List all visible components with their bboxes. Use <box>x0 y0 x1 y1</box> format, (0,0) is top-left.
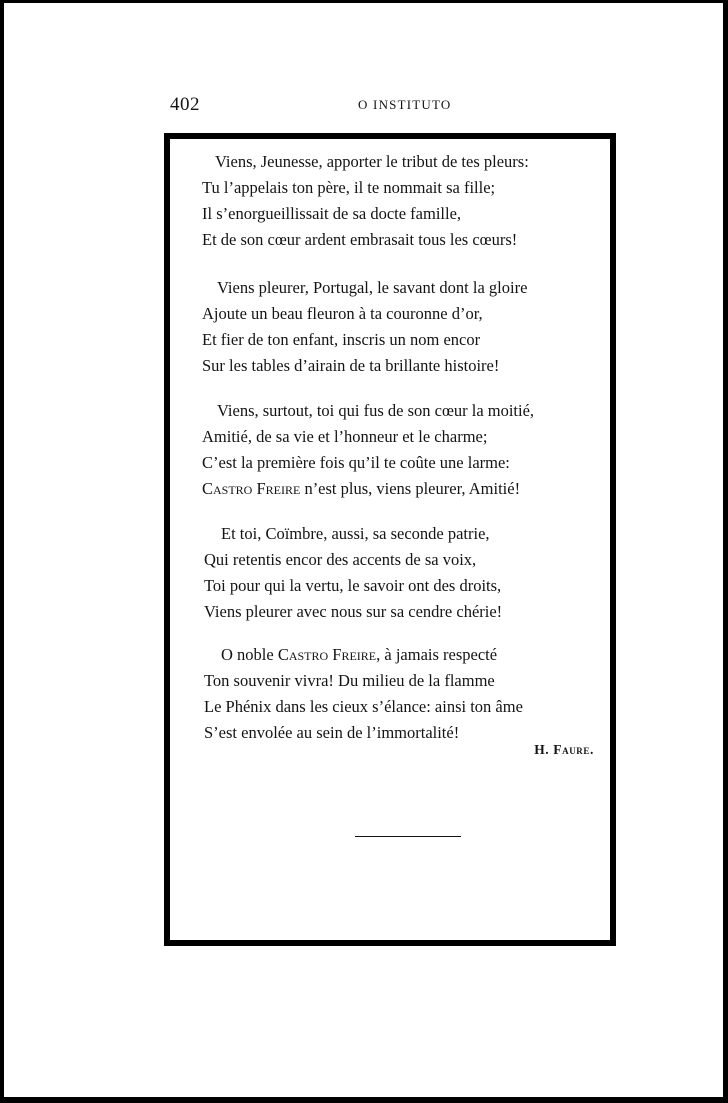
verse-line: Toi pour qui la vertu, le savoir ont des droits, <box>204 576 502 595</box>
verse-text: , à jamais respecté <box>376 645 498 664</box>
verse-line <box>221 645 497 665</box>
verse-line: C’est la première fois qu’il te coûte une larme: <box>202 453 510 472</box>
verse-line: Viens, surtout, toi qui fus de son cœur la moitié, <box>217 401 535 420</box>
running-head: O INSTITUTO <box>358 97 452 112</box>
verse-line: Le Phénix dans les cieux s’élance: ainsi ton âme <box>204 697 523 716</box>
author-signature <box>534 742 594 758</box>
verse-line: Viens pleurer avec nous sur sa cendre chérie! <box>204 602 503 621</box>
person-name: Castro Freire <box>202 479 301 498</box>
verse-line: Ajoute un beau fleuron à ta couronne d’or, <box>202 304 483 323</box>
verse-line: Et de son cœur ardent embrasait tous les cœurs! <box>202 230 518 249</box>
closing-rule <box>355 836 461 837</box>
verse-line: Et fier de ton enfant, inscris un nom encor <box>202 330 481 349</box>
verse-line: Et toi, Coïmbre, aussi, sa seconde patrie, <box>221 524 490 543</box>
verse-line: Viens pleurer, Portugal, le savant dont la gloire <box>217 278 528 297</box>
verse-line: Ton souvenir vivra! Du milieu de la flamme <box>204 671 495 690</box>
person-name: Castro Freire <box>277 645 377 664</box>
signature-initial: H. <box>534 742 554 757</box>
verse-line: Sur les tables d’airain de ta brillante histoire! <box>202 356 500 375</box>
verse-text: n’est plus, viens pleurer, Amitié! <box>300 479 521 498</box>
page-number: 402 <box>170 94 200 115</box>
verse-line: S’est envolée au sein de l’immortalité! <box>204 723 460 742</box>
verse-line <box>202 479 520 499</box>
verse-text: O noble <box>221 645 278 664</box>
verse-line: Amitié, de sa vie et l’honneur et le charme; <box>202 427 488 446</box>
verse-line: Il s’enorgueillissait de sa docte famille, <box>202 204 462 223</box>
verse-line: Qui retentis encor des accents de sa voix, <box>204 550 477 569</box>
signature-surname: Faure. <box>553 742 594 757</box>
verse-line: Tu l’appelais ton père, il te nommait sa fille; <box>202 178 496 197</box>
mourning-border-box <box>164 133 616 946</box>
verse-line: Viens, Jeunesse, apporter le tribut de tes pleurs: <box>215 152 529 171</box>
